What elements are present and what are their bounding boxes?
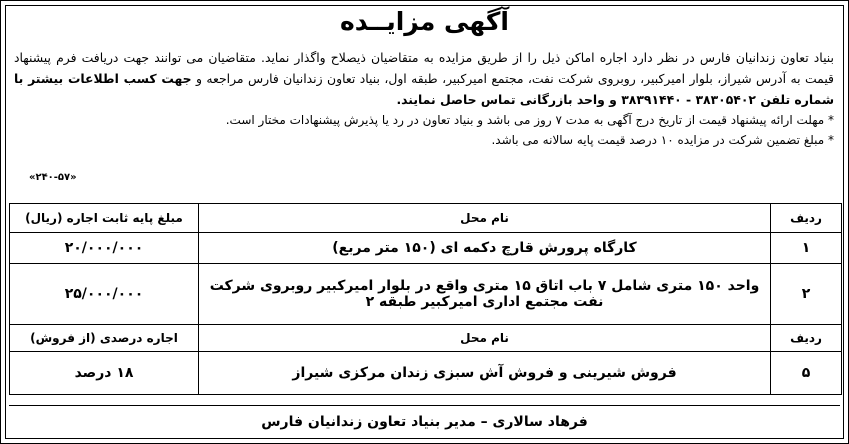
- table-subheader-row: [10, 325, 842, 352]
- row-index: ۱: [771, 233, 842, 264]
- table-row: [10, 264, 842, 325]
- signature-divider: [9, 405, 840, 406]
- table-row: [10, 233, 842, 264]
- row-name: کارگاه پرورش قارچ دکمه ای (۱۵۰ متر مربع): [199, 233, 771, 264]
- notice-body: [14, 47, 834, 150]
- column-header-percent: اجاره درصدی (از فروش): [10, 325, 199, 352]
- row-percent: ۱۸ درصد: [10, 352, 199, 395]
- table-header-row: [10, 204, 842, 233]
- notice-paragraph-text: بنیاد تعاون زندانیان فارس در نظر دارد اجاره اماکن ذیل را از طریق مزایده به متقاضیان ذیصلاح واگذار نماید. متقاضیان می توانند جهت دریافت فرم پیشنهاد قیمت به آدرس شیراز، بلوار امیرکبیر، روبروی شرکت نفت، مجتمع امیرکبیر، طبقه اول، بنیاد تعاون زندانیان فارس مراجعه و: [14, 50, 834, 86]
- notice-contact-text: جهت کسب اطلاعات بیشتر با شماره تلفن ۳۸۳۰۵۴۰۲ - ۳۸۳۹۱۴۴۰ و واحد بازرگانی تماس حاصل نمایند.: [14, 71, 834, 107]
- column-header-index: ردیف: [771, 325, 842, 352]
- notice-title: آگهی مزایــده: [340, 7, 509, 36]
- notice-deadline-note: * مهلت ارائه پیشنهاد قیمت از تاریخ درج آگهی به مدت ۷ روز می باشد و بنیاد تعاون در رد یا پذیرش پیشنهادات مختار است.: [225, 113, 834, 127]
- notice-guarantee-note: * مبلغ تضمین شرکت در مزایده ۱۰ درصد قیمت پایه سالانه می باشد.: [491, 133, 834, 147]
- row-index: ۵: [771, 352, 842, 395]
- column-header-name: نام محل: [199, 204, 771, 233]
- row-price: ۲۵/۰۰۰/۰۰۰: [10, 264, 199, 325]
- reference-code: «۲۴۰-۵۷»: [29, 172, 77, 183]
- signature-line: فرهاد سالاری – مدیر بنیاد تعاون زندانیان فارس: [261, 414, 588, 430]
- row-index: ۲: [771, 264, 842, 325]
- row-price: ۲۰/۰۰۰/۰۰۰: [10, 233, 199, 264]
- column-header-price: مبلغ پایه ثابت اجاره (ریال): [10, 204, 199, 233]
- row-name: واحد ۱۵۰ متری شامل ۷ باب اتاق ۱۵ متری واقع در بلوار امیرکبیر روبروی شرکت نفت مجتمع اداری امیرکبیر طبقه ۲: [199, 264, 771, 325]
- column-header-name: نام محل: [199, 325, 771, 352]
- column-header-index: ردیف: [771, 204, 842, 233]
- notice-paragraph: [14, 47, 834, 110]
- row-name: فروش شیرینی و فروش آش سبزی زندان مرکزی شیراز: [199, 352, 771, 395]
- table-row: [10, 352, 842, 395]
- auction-table: [9, 203, 842, 395]
